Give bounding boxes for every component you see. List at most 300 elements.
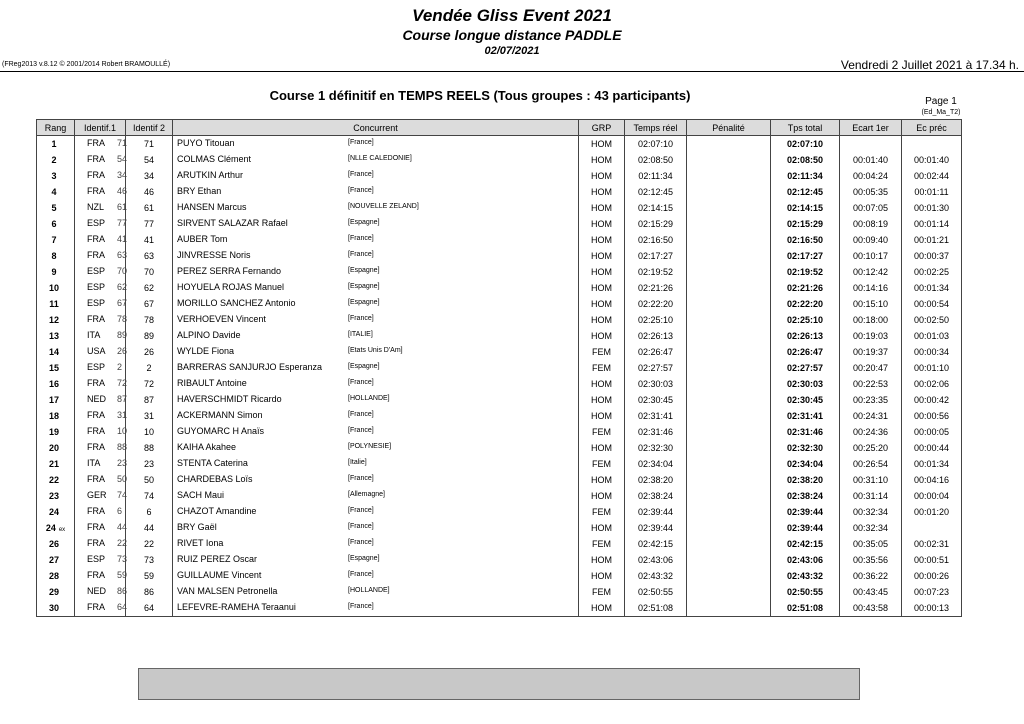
gap-first-cell: 00:36:22 xyxy=(840,568,902,584)
bib-number: 87 xyxy=(117,394,128,404)
penalty-cell xyxy=(687,520,771,536)
gap-first-cell: 00:35:56 xyxy=(840,552,902,568)
competitor-cell xyxy=(173,360,579,376)
group-cell: HOM xyxy=(579,168,625,184)
competitor-name: SIRVENT SALAZAR Rafael xyxy=(177,218,288,228)
gap-previous-cell: 00:02:44 xyxy=(902,168,962,184)
real-time-cell: 02:17:27 xyxy=(625,248,687,264)
rank-value: 30 xyxy=(48,603,59,613)
gap-previous-cell: 00:01:20 xyxy=(902,504,962,520)
competitor-cell xyxy=(173,376,579,392)
table-row xyxy=(37,248,962,264)
group-cell: FEM xyxy=(579,504,625,520)
identif2-cell: 10 xyxy=(126,424,173,440)
rank-cell xyxy=(37,248,75,264)
col-header-ec-prec: Ec préc xyxy=(902,120,962,136)
competitor-country: [Espagne] xyxy=(348,555,380,562)
total-time-cell: 02:38:20 xyxy=(771,472,840,488)
nationality: FRA xyxy=(87,378,105,388)
rank-cell xyxy=(37,264,75,280)
event-date: 02/07/2021 xyxy=(484,45,540,57)
gap-first-cell: 00:31:10 xyxy=(840,472,902,488)
identif2-cell: 89 xyxy=(126,328,173,344)
bib-number: 2 xyxy=(117,362,123,372)
competitor-country: [Espagne] xyxy=(348,267,380,274)
group-cell: HOM xyxy=(579,408,625,424)
bib-number: 86 xyxy=(117,586,128,596)
gap-previous-cell: 00:00:42 xyxy=(902,392,962,408)
competitor-cell xyxy=(173,216,579,232)
competitor-name: RIBAULT Antoine xyxy=(177,378,247,388)
competitor-cell xyxy=(173,248,579,264)
total-time-cell: 02:08:50 xyxy=(771,152,840,168)
total-time-cell: 02:26:13 xyxy=(771,328,840,344)
bib-number: 73 xyxy=(117,554,128,564)
competitor-country: [France] xyxy=(348,603,374,610)
identif2-cell: 72 xyxy=(126,376,173,392)
gap-previous-cell: 00:01:03 xyxy=(902,328,962,344)
penalty-cell xyxy=(687,424,771,440)
rank-cell xyxy=(37,376,75,392)
rank-cell xyxy=(37,472,75,488)
event-subtitle: Course longue distance PADDLE xyxy=(402,27,622,43)
rank-value: 7 xyxy=(51,235,57,245)
gap-first-cell: 00:01:40 xyxy=(840,152,902,168)
total-time-cell: 02:34:04 xyxy=(771,456,840,472)
nationality: ESP xyxy=(87,362,106,372)
bib-number: 88 xyxy=(117,442,128,452)
competitor-country: [Espagne] xyxy=(348,299,380,306)
competitor-country: [France] xyxy=(348,171,374,178)
identif1-cell xyxy=(75,232,126,248)
competitor-name: MORILLO SANCHEZ Antonio xyxy=(177,298,296,308)
identif2-cell: 34 xyxy=(126,168,173,184)
rank-value: 13 xyxy=(48,331,59,341)
group-cell: HOM xyxy=(579,472,625,488)
table-row xyxy=(37,232,962,248)
bib-number: 63 xyxy=(117,250,128,260)
penalty-cell xyxy=(687,600,771,617)
table-row xyxy=(37,280,962,296)
group-cell: HOM xyxy=(579,264,625,280)
page-reference: (Ed_Ma_T2) xyxy=(921,109,961,116)
bib-number: 41 xyxy=(117,234,128,244)
group-cell: HOM xyxy=(579,376,625,392)
table-row xyxy=(37,360,962,376)
group-cell: HOM xyxy=(579,136,625,153)
competitor-cell xyxy=(173,296,579,312)
identif1-cell xyxy=(75,296,126,312)
group-cell: FEM xyxy=(579,456,625,472)
bib-number: 59 xyxy=(117,570,128,580)
competitor-name: BARRERAS SANJURJO Esperanza xyxy=(177,362,323,372)
total-time-cell: 02:14:15 xyxy=(771,200,840,216)
nationality: FRA xyxy=(87,570,105,580)
event-title: Vendée Gliss Event 2021 xyxy=(412,6,612,25)
penalty-cell xyxy=(687,136,771,153)
rank-value: 14 xyxy=(48,347,59,357)
rank-cell xyxy=(37,328,75,344)
total-time-cell: 02:12:45 xyxy=(771,184,840,200)
competitor-cell xyxy=(173,152,579,168)
competitor-country: [Italie] xyxy=(348,459,367,466)
identif1-cell xyxy=(75,136,126,153)
bib-number: 72 xyxy=(117,378,128,388)
gap-first-cell: 00:32:34 xyxy=(840,504,902,520)
gap-first-cell: 00:23:35 xyxy=(840,392,902,408)
gap-first-cell: 00:25:20 xyxy=(840,440,902,456)
competitor-country: [France] xyxy=(348,187,374,194)
real-time-cell: 02:50:55 xyxy=(625,584,687,600)
rank-value: 19 xyxy=(48,427,59,437)
nationality: FRA xyxy=(87,506,105,516)
competitor-name: BRY Gaël xyxy=(177,522,217,532)
penalty-cell xyxy=(687,232,771,248)
competitor-name: ALPINO Davide xyxy=(177,330,241,340)
identif1-cell xyxy=(75,408,126,424)
competitor-cell xyxy=(173,536,579,552)
group-cell: HOM xyxy=(579,232,625,248)
bib-number: 44 xyxy=(117,522,128,532)
total-time-cell: 02:30:45 xyxy=(771,392,840,408)
nationality: FRA xyxy=(87,250,105,260)
rank-cell xyxy=(37,312,75,328)
results-body xyxy=(37,136,962,617)
total-time-cell: 02:43:32 xyxy=(771,568,840,584)
total-time-cell: 02:07:10 xyxy=(771,136,840,153)
competitor-cell xyxy=(173,584,579,600)
real-time-cell: 02:22:20 xyxy=(625,296,687,312)
identif1-cell xyxy=(75,424,126,440)
gap-previous-cell: 00:00:04 xyxy=(902,488,962,504)
competitor-country: [France] xyxy=(348,235,374,242)
penalty-cell xyxy=(687,376,771,392)
group-cell: HOM xyxy=(579,280,625,296)
total-time-cell: 02:39:44 xyxy=(771,520,840,536)
competitor-name: WYLDE Fiona xyxy=(177,346,235,356)
table-row xyxy=(37,584,962,600)
identif1-cell xyxy=(75,280,126,296)
competitor-name: VERHOEVEN Vincent xyxy=(177,314,266,324)
col-header-ecart-1er: Ecart 1er xyxy=(840,120,902,136)
gap-first-cell: 00:10:17 xyxy=(840,248,902,264)
rank-value: 2 xyxy=(51,155,57,165)
gap-first-cell: 00:43:45 xyxy=(840,584,902,600)
competitor-country: [France] xyxy=(348,139,374,146)
competitor-cell xyxy=(173,424,579,440)
nationality: NED xyxy=(87,586,107,596)
identif2-cell: 74 xyxy=(126,488,173,504)
penalty-cell xyxy=(687,360,771,376)
competitor-name: COLMAS Clément xyxy=(177,154,252,164)
bib-number: 61 xyxy=(117,202,128,212)
gap-previous-cell xyxy=(902,136,962,153)
identif1-cell xyxy=(75,168,126,184)
bib-number: 54 xyxy=(117,154,128,164)
table-row xyxy=(37,344,962,360)
competitor-country: [France] xyxy=(348,379,374,386)
gap-previous-cell: 00:02:25 xyxy=(902,264,962,280)
gap-first-cell: 00:05:35 xyxy=(840,184,902,200)
competitor-country: [POLYNESIE] xyxy=(348,443,392,450)
rank-value: 1 xyxy=(51,139,57,149)
competitor-name: SACH Maui xyxy=(177,490,225,500)
group-cell: HOM xyxy=(579,200,625,216)
identif2-cell: 59 xyxy=(126,568,173,584)
identif2-cell: 62 xyxy=(126,280,173,296)
real-time-cell: 02:26:47 xyxy=(625,344,687,360)
identif1-cell xyxy=(75,488,126,504)
real-time-cell: 02:07:10 xyxy=(625,136,687,153)
real-time-cell: 02:19:52 xyxy=(625,264,687,280)
course-title: Course 1 définitif en TEMPS REELS (Tous groupes : 43 participants) xyxy=(269,88,691,103)
bib-number: 62 xyxy=(117,282,128,292)
identif1-cell xyxy=(75,344,126,360)
competitor-country: [HOLLANDE] xyxy=(348,587,390,594)
gap-previous-cell: 00:00:44 xyxy=(902,440,962,456)
real-time-cell: 02:12:45 xyxy=(625,184,687,200)
bib-number: 26 xyxy=(117,346,128,356)
rank-cell xyxy=(37,568,75,584)
rank-value: 20 xyxy=(48,443,59,453)
group-cell: HOM xyxy=(579,184,625,200)
total-time-cell: 02:22:20 xyxy=(771,296,840,312)
table-row xyxy=(37,152,962,168)
rank-cell xyxy=(37,152,75,168)
gap-first-cell: 00:26:54 xyxy=(840,456,902,472)
competitor-country: [Espagne] xyxy=(348,219,380,226)
penalty-cell xyxy=(687,184,771,200)
gap-first-cell: 00:19:37 xyxy=(840,344,902,360)
print-timestamp: Vendredi 2 Juillet 2021 à 17.34 h. xyxy=(840,58,1019,72)
identif1-cell xyxy=(75,216,126,232)
rank-value: 6 xyxy=(51,219,57,229)
real-time-cell: 02:34:04 xyxy=(625,456,687,472)
rank-value: 15 xyxy=(48,363,59,373)
rank-cell xyxy=(37,136,75,153)
real-time-cell: 02:30:03 xyxy=(625,376,687,392)
bib-number: 74 xyxy=(117,490,128,500)
nationality: ESP xyxy=(87,298,106,308)
rank-cell xyxy=(37,424,75,440)
competitor-cell xyxy=(173,392,579,408)
gap-previous-cell: 00:00:05 xyxy=(902,424,962,440)
nationality: FRA xyxy=(87,522,105,532)
gap-first-cell: 00:12:42 xyxy=(840,264,902,280)
competitor-cell xyxy=(173,504,579,520)
gap-previous-cell: 00:01:21 xyxy=(902,232,962,248)
group-cell: HOM xyxy=(579,440,625,456)
identif2-cell: 77 xyxy=(126,216,173,232)
table-row xyxy=(37,392,962,408)
rank-cell xyxy=(37,200,75,216)
competitor-cell xyxy=(173,136,579,153)
table-header-row xyxy=(37,120,962,136)
competitor-country: [France] xyxy=(348,507,374,514)
table-row xyxy=(37,600,962,617)
identif1-cell xyxy=(75,504,126,520)
identif2-cell: 46 xyxy=(126,184,173,200)
gap-first-cell xyxy=(840,136,902,153)
competitor-country: [Etats Unis D'Am] xyxy=(348,347,403,354)
penalty-cell xyxy=(687,536,771,552)
bib-number: 70 xyxy=(117,266,128,276)
rank-value: 28 xyxy=(48,571,59,581)
identif1-cell xyxy=(75,552,126,568)
rank-cell xyxy=(37,184,75,200)
nationality: FRA xyxy=(87,138,105,148)
identif1-cell xyxy=(75,520,126,536)
group-cell: HOM xyxy=(579,568,625,584)
total-time-cell: 02:42:15 xyxy=(771,536,840,552)
total-time-cell: 02:15:29 xyxy=(771,216,840,232)
total-time-cell: 02:32:30 xyxy=(771,440,840,456)
competitor-cell xyxy=(173,568,579,584)
identif1-cell xyxy=(75,360,126,376)
gap-first-cell: 00:07:05 xyxy=(840,200,902,216)
rank-value: 5 xyxy=(51,203,57,213)
total-time-cell: 02:17:27 xyxy=(771,248,840,264)
gap-previous-cell: 00:00:13 xyxy=(902,600,962,617)
gap-first-cell: 00:43:58 xyxy=(840,600,902,617)
group-cell: FEM xyxy=(579,424,625,440)
bib-number: 31 xyxy=(117,410,128,420)
competitor-country: [France] xyxy=(348,411,374,418)
gap-previous-cell: 00:01:14 xyxy=(902,216,962,232)
bib-number: 22 xyxy=(117,538,128,548)
rank-cell xyxy=(37,392,75,408)
penalty-cell xyxy=(687,264,771,280)
gap-previous-cell: 00:00:56 xyxy=(902,408,962,424)
real-time-cell: 02:26:13 xyxy=(625,328,687,344)
gap-previous-cell: 00:01:11 xyxy=(902,184,962,200)
rank-cell xyxy=(37,552,75,568)
nationality: FRA xyxy=(87,170,105,180)
real-time-cell: 02:30:45 xyxy=(625,392,687,408)
competitor-country: [NOUVELLE ZELAND] xyxy=(348,203,419,210)
group-cell: FEM xyxy=(579,360,625,376)
identif2-cell: 41 xyxy=(126,232,173,248)
competitor-name: JINVRESSE Noris xyxy=(177,250,251,260)
gap-previous-cell: 00:01:34 xyxy=(902,280,962,296)
rank-cell xyxy=(37,296,75,312)
table-row xyxy=(37,424,962,440)
competitor-country: [HOLLANDE] xyxy=(348,395,390,402)
identif2-cell: 87 xyxy=(126,392,173,408)
identif2-cell: 22 xyxy=(126,536,173,552)
competitor-country: [France] xyxy=(348,523,374,530)
penalty-cell xyxy=(687,408,771,424)
rank-cell xyxy=(37,536,75,552)
identif2-cell: 71 xyxy=(126,136,173,153)
identif2-cell: 88 xyxy=(126,440,173,456)
bib-number: 50 xyxy=(117,474,128,484)
real-time-cell: 02:38:20 xyxy=(625,472,687,488)
identif1-cell xyxy=(75,152,126,168)
rank-value: 24 xyxy=(45,523,56,533)
gap-first-cell: 00:04:24 xyxy=(840,168,902,184)
nationality: FRA xyxy=(87,154,105,164)
rank-value: 8 xyxy=(51,251,57,261)
penalty-cell xyxy=(687,200,771,216)
total-time-cell: 02:25:10 xyxy=(771,312,840,328)
competitor-name: AUBER Tom xyxy=(177,234,228,244)
rank-cell xyxy=(37,600,75,617)
competitor-country: [Espagne] xyxy=(348,363,380,370)
rank-value: 10 xyxy=(48,283,59,293)
real-time-cell: 02:14:15 xyxy=(625,200,687,216)
table-row xyxy=(37,568,962,584)
software-copyright: (FReg2013 v.8.12 © 2001/2014 Robert BRAMOULLÉ) xyxy=(2,61,171,68)
competitor-cell xyxy=(173,408,579,424)
real-time-cell: 02:39:44 xyxy=(625,520,687,536)
real-time-cell: 02:42:15 xyxy=(625,536,687,552)
gap-first-cell: 00:09:40 xyxy=(840,232,902,248)
competitor-name: RIVET Iona xyxy=(177,538,224,548)
total-time-cell: 02:26:47 xyxy=(771,344,840,360)
bib-number: 10 xyxy=(117,426,128,436)
total-time-cell: 02:51:08 xyxy=(771,600,840,617)
rank-value: 11 xyxy=(49,299,59,309)
real-time-cell: 02:51:08 xyxy=(625,600,687,617)
table-row xyxy=(37,184,962,200)
real-time-cell: 02:15:29 xyxy=(625,216,687,232)
bib-number: 46 xyxy=(117,186,128,196)
nationality: ITA xyxy=(87,330,101,340)
penalty-cell xyxy=(687,584,771,600)
identif2-cell: 86 xyxy=(126,584,173,600)
col-header-concurrent: Concurrent xyxy=(173,120,579,136)
rank-cell xyxy=(37,456,75,472)
total-time-cell: 02:31:46 xyxy=(771,424,840,440)
rank-value: 23 xyxy=(48,491,59,501)
penalty-cell xyxy=(687,344,771,360)
rank-value: 27 xyxy=(48,555,59,565)
identif2-cell: 23 xyxy=(126,456,173,472)
gap-previous-cell: 00:00:26 xyxy=(902,568,962,584)
table-row xyxy=(37,312,962,328)
table-row xyxy=(37,536,962,552)
competitor-name: VAN MALSEN Petronella xyxy=(177,586,278,596)
competitor-name: CHARDEBAS Loïs xyxy=(177,474,253,484)
competitor-name: GUILLAUME Vincent xyxy=(177,570,262,580)
rank-cell xyxy=(37,216,75,232)
identif1-cell xyxy=(75,184,126,200)
nationality: ITA xyxy=(87,458,101,468)
table-row xyxy=(37,328,962,344)
rank-value: 12 xyxy=(48,315,59,325)
penalty-cell xyxy=(687,296,771,312)
total-time-cell: 02:43:06 xyxy=(771,552,840,568)
competitor-cell xyxy=(173,200,579,216)
table-row xyxy=(37,520,962,536)
identif2-cell: 70 xyxy=(126,264,173,280)
rank-value: 22 xyxy=(48,475,59,485)
table-row xyxy=(37,376,962,392)
penalty-cell xyxy=(687,312,771,328)
rank-cell xyxy=(37,488,75,504)
results-table xyxy=(36,119,962,617)
col-header-temps-reel: Temps réel xyxy=(625,120,687,136)
group-cell: HOM xyxy=(579,552,625,568)
rank-value: 18 xyxy=(48,411,59,421)
identif2-cell: 64 xyxy=(126,600,173,617)
penalty-cell xyxy=(687,472,771,488)
competitor-cell xyxy=(173,520,579,536)
nationality: ESP xyxy=(87,266,106,276)
competitor-cell xyxy=(173,168,579,184)
competitor-cell xyxy=(173,488,579,504)
